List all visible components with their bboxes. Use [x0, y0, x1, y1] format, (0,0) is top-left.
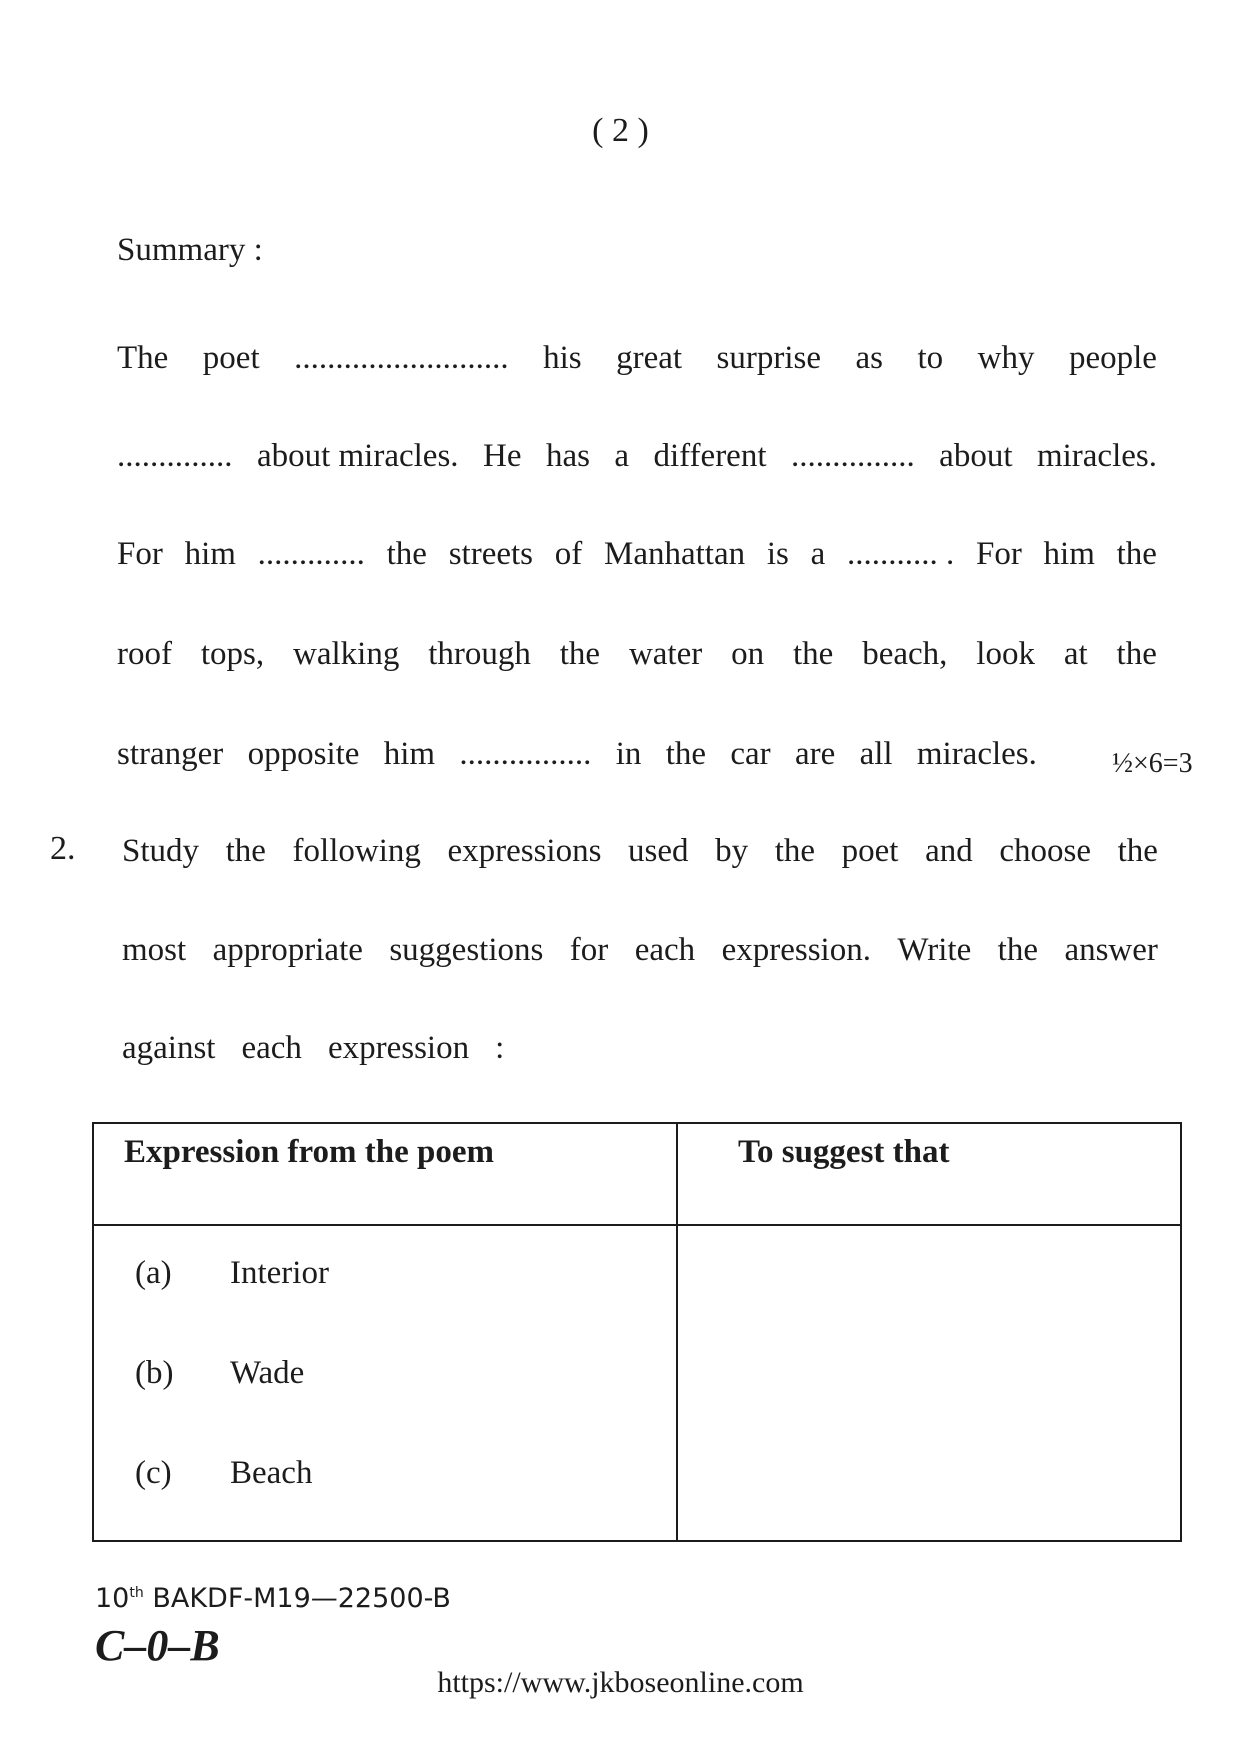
word: expression.	[721, 932, 871, 968]
table-row	[135, 1455, 675, 1527]
word: him	[383, 736, 436, 772]
word: Write	[897, 932, 972, 968]
word: through	[428, 636, 531, 672]
word: is	[766, 536, 789, 572]
answer-cell[interactable]	[677, 1225, 1181, 1541]
word: answer	[1064, 932, 1158, 968]
word: look	[976, 636, 1035, 672]
word: the	[793, 636, 834, 672]
word: expression	[327, 1030, 470, 1066]
word: the	[225, 833, 266, 869]
page-number: ( 2 )	[592, 112, 649, 149]
summary-heading: Summary :	[117, 232, 263, 268]
word: against	[122, 1030, 216, 1066]
word: He	[483, 438, 522, 474]
word: :	[495, 1030, 505, 1066]
word: ..............	[117, 438, 233, 474]
expression-list-cell	[93, 1225, 677, 1541]
word: Study	[122, 833, 200, 869]
word: poet	[202, 340, 260, 376]
word: ................	[459, 736, 592, 772]
word: why	[977, 340, 1035, 376]
paper-code	[95, 1583, 451, 1614]
word: opposite	[247, 736, 360, 772]
word: The	[117, 340, 169, 376]
word: by	[715, 833, 749, 869]
word: surprise	[716, 340, 822, 376]
word: the	[559, 636, 601, 672]
word: water	[628, 636, 703, 672]
table-row	[135, 1255, 675, 1327]
word: for	[569, 932, 609, 968]
word: walking	[293, 636, 400, 672]
question-line-3	[122, 1030, 514, 1067]
word: him	[1043, 536, 1095, 572]
word: at	[1063, 636, 1088, 672]
word: For	[117, 536, 163, 572]
word: following	[292, 833, 421, 869]
word: him	[184, 536, 236, 572]
item-label: (b)	[135, 1355, 174, 1391]
word: appropriate	[212, 932, 363, 968]
word: For	[975, 536, 1022, 572]
marks-allocation: ½×6=3	[1112, 748, 1193, 779]
table-header-suggestion: To suggest that	[677, 1123, 1181, 1225]
word: are	[794, 736, 836, 772]
word: the	[665, 736, 707, 772]
word: Manhattan	[603, 536, 746, 572]
word: all	[859, 736, 893, 772]
word: ........... .	[846, 536, 955, 572]
item-expression: Interior	[230, 1255, 329, 1291]
word: the	[774, 833, 816, 869]
word: poet	[841, 833, 899, 869]
word: each	[634, 932, 696, 968]
series-code: C–0–B	[95, 1621, 220, 1670]
word: streets	[448, 536, 534, 572]
item-label: (c)	[135, 1455, 172, 1491]
word: the	[997, 932, 1038, 968]
summary-line-2	[117, 438, 1157, 475]
word: .............	[257, 536, 365, 572]
item-expression: Wade	[230, 1355, 305, 1391]
word: about	[939, 438, 1013, 474]
word: on	[731, 636, 765, 672]
paper-code-prefix: 10	[95, 1583, 130, 1614]
table-row	[135, 1355, 675, 1427]
word: roof	[117, 636, 172, 672]
word: beach,	[862, 636, 948, 672]
word: of	[554, 536, 583, 572]
word: and	[925, 833, 973, 869]
word: choose	[999, 833, 1091, 869]
word: about miracles.	[256, 438, 459, 474]
word: in	[615, 736, 642, 772]
word: car	[730, 736, 771, 772]
word: the	[1116, 636, 1157, 672]
expression-table	[92, 1122, 1182, 1542]
summary-line-5	[117, 736, 1037, 773]
word: the	[1116, 536, 1157, 572]
word: ..........................	[294, 340, 509, 376]
word: the	[1117, 833, 1158, 869]
word: his	[543, 340, 582, 376]
question-number: 2.	[50, 830, 76, 867]
source-url[interactable]: https://www.jkboseonline.com	[437, 1666, 804, 1699]
word: as	[855, 340, 883, 376]
word: a	[614, 438, 630, 474]
word: the	[386, 536, 427, 572]
item-expression: Beach	[230, 1455, 313, 1491]
word: to	[917, 340, 944, 376]
word: tops,	[200, 636, 265, 672]
table-header-expression: Expression from the poem	[93, 1123, 677, 1225]
word: different	[653, 438, 767, 474]
word: each	[241, 1030, 302, 1066]
summary-line-4	[117, 636, 1157, 673]
word: miracles.	[1036, 438, 1157, 474]
summary-line-1	[117, 340, 1157, 377]
summary-line-3	[117, 536, 1157, 573]
question-line-1	[122, 833, 1158, 870]
word: ...............	[790, 438, 915, 474]
item-label: (a)	[135, 1255, 172, 1291]
word: stranger	[117, 736, 224, 772]
word: most	[122, 932, 187, 968]
paper-code-sup: th	[129, 1585, 144, 1601]
word: has	[545, 438, 590, 474]
paper-code-value: BAKDF-M19—22500-B	[152, 1583, 451, 1614]
word: great	[616, 340, 683, 376]
word: miracles.	[916, 736, 1037, 772]
word: suggestions	[389, 932, 544, 968]
word: people	[1068, 340, 1157, 376]
word: a	[810, 536, 826, 572]
word: expressions	[447, 833, 602, 869]
question-line-2	[122, 932, 1158, 969]
word: used	[628, 833, 689, 869]
